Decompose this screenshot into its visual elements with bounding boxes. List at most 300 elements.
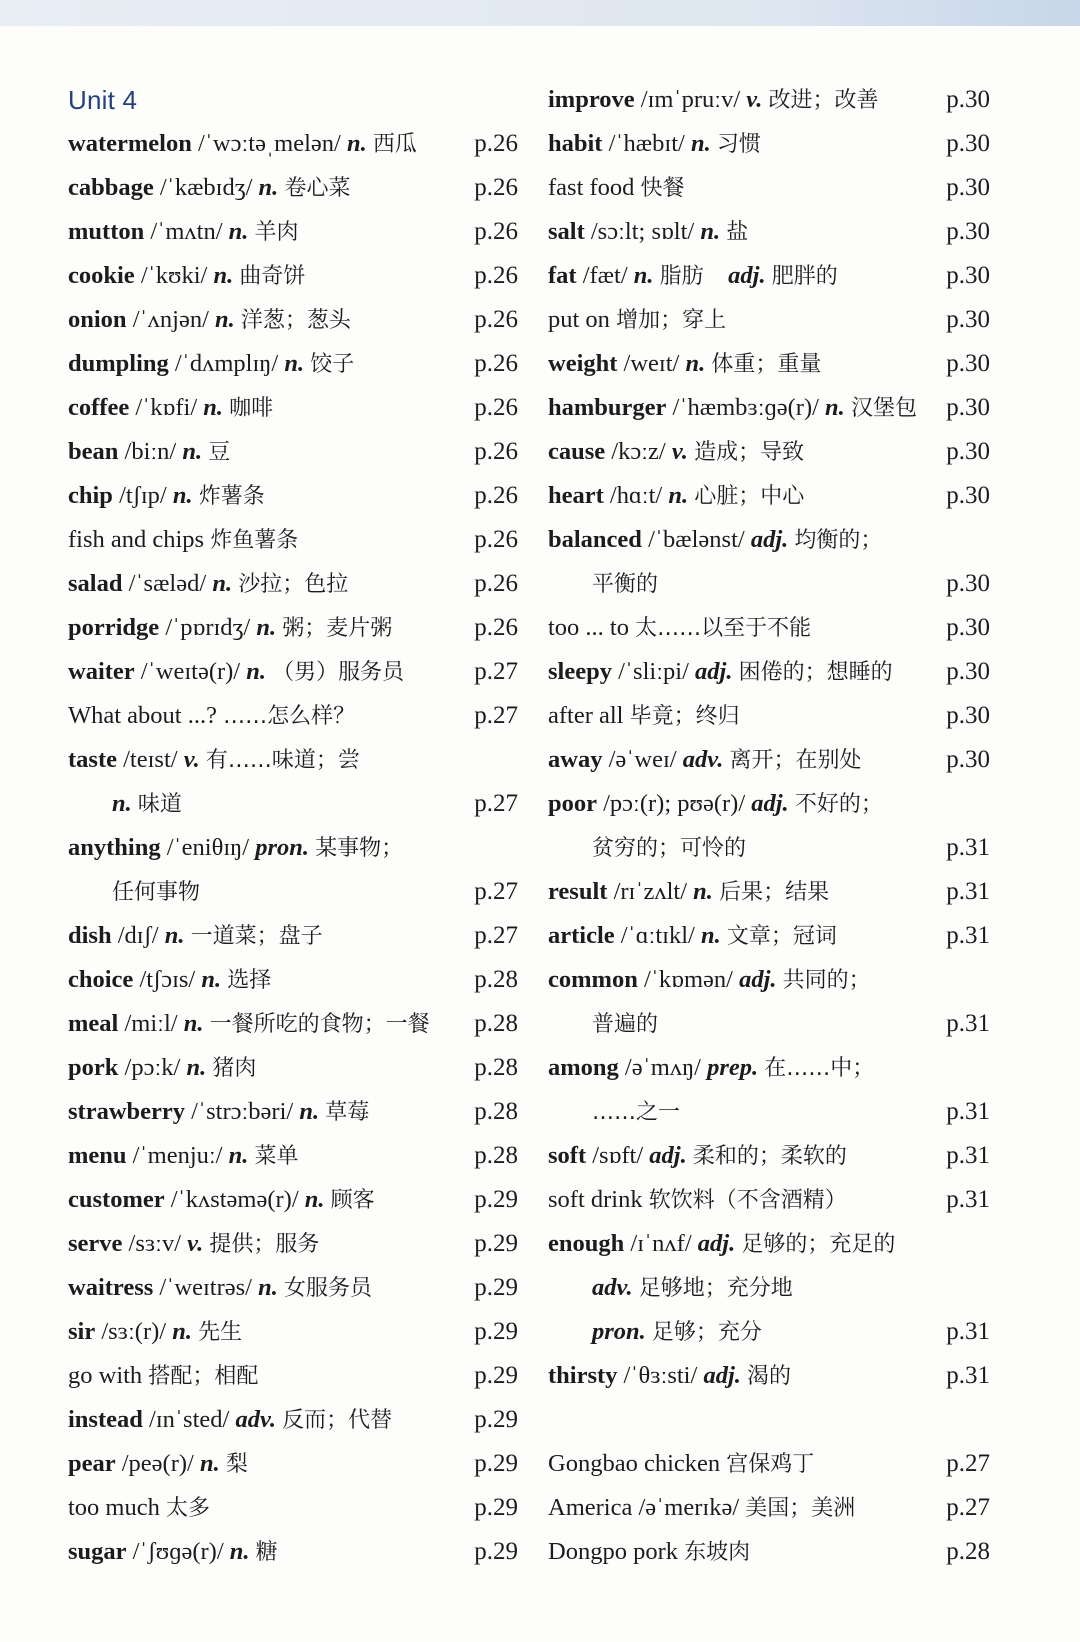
chinese-meaning: 离开；在别处 bbox=[729, 748, 862, 773]
chinese-meaning: 草莓 bbox=[325, 1100, 370, 1125]
phrase: soft drink bbox=[548, 1186, 643, 1213]
vocab-entry bbox=[68, 430, 230, 475]
part-of-speech: v. bbox=[183, 746, 200, 773]
vocab-row bbox=[548, 122, 990, 166]
vocab-entry bbox=[548, 122, 761, 167]
vocab-entry bbox=[68, 650, 404, 695]
headword: chip bbox=[68, 482, 113, 509]
part-of-speech: n. bbox=[258, 174, 279, 201]
vocab-row bbox=[68, 1310, 518, 1354]
headword: habit bbox=[548, 130, 603, 157]
vocab-row bbox=[68, 342, 518, 386]
headword: salt bbox=[548, 218, 585, 245]
part-of-speech: adj. bbox=[697, 1230, 736, 1257]
chinese-meaning: 脂肪 bbox=[659, 264, 704, 289]
part-of-speech: n. bbox=[172, 1318, 192, 1345]
headword: enough bbox=[548, 1230, 625, 1257]
chinese-meaning: 心脏；中心 bbox=[694, 484, 805, 509]
page-reference: p.30 bbox=[946, 570, 990, 597]
vocab-entry bbox=[68, 1002, 430, 1047]
part-of-speech: n. bbox=[229, 1538, 250, 1565]
headword: instead bbox=[68, 1406, 143, 1433]
chinese-meaning: 羊肉 bbox=[254, 220, 299, 245]
vocab-row bbox=[548, 254, 990, 298]
vocab-row bbox=[548, 1046, 990, 1090]
chinese-meaning: 反而；代替 bbox=[282, 1408, 393, 1433]
page-reference: p.30 bbox=[946, 746, 990, 773]
page-reference: p.28 bbox=[474, 1142, 518, 1169]
chinese-meaning: 东坡肉 bbox=[684, 1540, 751, 1565]
vocab-row bbox=[548, 870, 990, 914]
part-of-speech: adj. bbox=[751, 790, 789, 817]
right-vocab-list bbox=[548, 78, 990, 1574]
chinese-meaning: 一餐所吃的食物；一餐 bbox=[209, 1012, 430, 1037]
chinese-meaning: 渴的 bbox=[747, 1364, 792, 1389]
part-of-speech: adv. bbox=[592, 1274, 633, 1301]
vocab-row bbox=[548, 386, 990, 430]
headword: cause bbox=[548, 438, 606, 465]
page-reference: p.31 bbox=[946, 1010, 990, 1037]
chinese-meaning: 在……中； bbox=[764, 1056, 875, 1081]
vocab-row bbox=[68, 1530, 518, 1574]
phonetic: /ɪmˈpruːv/ bbox=[640, 86, 741, 113]
chinese-meaning: 快餐 bbox=[640, 176, 685, 201]
part-of-speech: n. bbox=[182, 438, 203, 465]
vocab-row bbox=[68, 430, 518, 474]
part-of-speech: n. bbox=[685, 350, 706, 377]
vocab-row bbox=[68, 870, 518, 914]
chinese-meaning: 盐 bbox=[726, 220, 749, 245]
phonetic: /sɜː(r)/ bbox=[101, 1318, 167, 1345]
chinese-meaning: 宫保鸡丁 bbox=[726, 1452, 815, 1477]
phonetic: /ˈɑːtɪkl/ bbox=[620, 922, 695, 949]
vocab-row bbox=[548, 1486, 990, 1530]
page-reference: p.26 bbox=[474, 130, 518, 157]
headword: salad bbox=[68, 570, 123, 597]
vocab-entry bbox=[548, 474, 804, 519]
phrase: What about ...? bbox=[68, 702, 217, 729]
vocab-row bbox=[548, 210, 990, 254]
page-reference: p.30 bbox=[946, 702, 990, 729]
vocab-row bbox=[68, 1134, 518, 1178]
page-reference: p.31 bbox=[946, 1318, 990, 1345]
phrase: America bbox=[548, 1494, 633, 1521]
page-reference: p.27 bbox=[474, 702, 518, 729]
phonetic: /peə(r)/ bbox=[121, 1450, 194, 1477]
page-reference: p.30 bbox=[946, 262, 990, 289]
vocab-row bbox=[68, 606, 518, 650]
chinese-meaning: 毕竟；终归 bbox=[629, 704, 740, 729]
headword: thirsty bbox=[548, 1362, 618, 1389]
page-reference: p.31 bbox=[946, 922, 990, 949]
page-reference: p.27 bbox=[946, 1494, 990, 1521]
headword: customer bbox=[68, 1186, 165, 1213]
part-of-speech: n. bbox=[668, 482, 689, 509]
vocab-row bbox=[548, 1354, 990, 1398]
vocab-row bbox=[68, 1046, 518, 1090]
entry-continuation bbox=[592, 1090, 680, 1135]
vocab-row bbox=[548, 1266, 990, 1310]
part-of-speech: adj. bbox=[728, 262, 766, 289]
part-of-speech: n. bbox=[228, 218, 249, 245]
chinese-meaning: 汉堡包 bbox=[850, 396, 917, 421]
vocab-row bbox=[548, 1442, 990, 1486]
chinese-meaning: ……怎么样？ bbox=[223, 704, 356, 729]
headword: coffee bbox=[68, 394, 130, 421]
unit-title: Unit 4 bbox=[68, 85, 138, 115]
headword: soft bbox=[548, 1142, 587, 1169]
phonetic: /miːl/ bbox=[124, 1010, 178, 1037]
vocab-row bbox=[68, 1090, 518, 1134]
headword: porridge bbox=[68, 614, 160, 641]
chinese-meaning: 某事物； bbox=[315, 836, 404, 861]
vocab-entry bbox=[548, 298, 726, 343]
phonetic: /sɒft/ bbox=[592, 1142, 644, 1169]
headword: result bbox=[548, 878, 608, 905]
phonetic: /tʃɔɪs/ bbox=[139, 966, 196, 993]
phonetic: /ˈʌnjən/ bbox=[132, 306, 209, 333]
phonetic: /ˈmʌtn/ bbox=[150, 218, 223, 245]
headword: cabbage bbox=[68, 174, 154, 201]
vocab-row bbox=[548, 958, 990, 1002]
part-of-speech: prep. bbox=[707, 1054, 759, 1081]
vocab-entry bbox=[548, 1354, 791, 1399]
phrase: too much bbox=[68, 1494, 160, 1521]
vocab-row bbox=[548, 914, 990, 958]
phonetic: /hɑːt/ bbox=[609, 482, 663, 509]
page-reference: p.26 bbox=[474, 350, 518, 377]
page-reference: p.26 bbox=[474, 394, 518, 421]
vocab-entry bbox=[68, 562, 348, 607]
page-reference: p.31 bbox=[946, 834, 990, 861]
vocab-entry bbox=[68, 826, 403, 871]
chinese-meaning: （男）服务员 bbox=[272, 660, 405, 685]
part-of-speech: n. bbox=[700, 218, 721, 245]
vocab-entry bbox=[548, 430, 804, 475]
row-gap bbox=[548, 1398, 990, 1442]
headword: strawberry bbox=[68, 1098, 186, 1125]
headword: anything bbox=[68, 834, 161, 861]
chinese-meaning: 太……以至于不能 bbox=[635, 616, 812, 641]
vocab-entry bbox=[548, 1178, 847, 1223]
headword: dish bbox=[68, 922, 112, 949]
chinese-meaning: 提供；服务 bbox=[209, 1232, 320, 1257]
chinese-meaning: 平衡的 bbox=[592, 572, 659, 597]
part-of-speech: n. bbox=[172, 482, 193, 509]
left-vocab-list bbox=[68, 122, 518, 1574]
page-reference: p.29 bbox=[474, 1406, 518, 1433]
phonetic: /əˈmerɪkə/ bbox=[638, 1494, 740, 1521]
phonetic: /teɪst/ bbox=[123, 746, 178, 773]
vocab-entry bbox=[68, 1310, 242, 1355]
page-reference: p.26 bbox=[474, 262, 518, 289]
vocab-entry bbox=[68, 1178, 375, 1223]
vocab-entry bbox=[548, 1442, 814, 1487]
page-reference: p.27 bbox=[946, 1450, 990, 1477]
chinese-meaning: 炸鱼薯条 bbox=[210, 528, 299, 553]
chinese-meaning: 卷心菜 bbox=[284, 176, 351, 201]
part-of-speech: n. bbox=[700, 922, 721, 949]
headword: taste bbox=[68, 746, 117, 773]
chinese-meaning: 选择 bbox=[227, 968, 272, 993]
vocab-row bbox=[548, 562, 990, 606]
part-of-speech: v. bbox=[187, 1230, 204, 1257]
vocab-entry bbox=[68, 1398, 392, 1443]
part-of-speech: n. bbox=[228, 1142, 249, 1169]
chinese-meaning: 太多 bbox=[166, 1496, 211, 1521]
vocab-row bbox=[68, 474, 518, 518]
page-reference: p.30 bbox=[946, 394, 990, 421]
vocab-row bbox=[68, 1486, 518, 1530]
vocab-entry bbox=[548, 650, 893, 695]
part-of-speech: n. bbox=[183, 1010, 204, 1037]
phonetic: /ˈkʊki/ bbox=[140, 262, 208, 289]
part-of-speech: pron. bbox=[255, 834, 310, 861]
vocab-row bbox=[68, 254, 518, 298]
headword: serve bbox=[68, 1230, 123, 1257]
phrase: go with bbox=[68, 1362, 143, 1389]
page-reference: p.26 bbox=[474, 174, 518, 201]
chinese-meaning: 曲奇饼 bbox=[239, 264, 306, 289]
vocab-entry bbox=[548, 342, 821, 387]
part-of-speech: n. bbox=[186, 1054, 207, 1081]
left-column bbox=[68, 78, 518, 1574]
vocab-row bbox=[68, 562, 518, 606]
chinese-meaning: 足够地；充分地 bbox=[638, 1276, 793, 1301]
entry-continuation bbox=[112, 782, 182, 827]
vocab-entry bbox=[68, 914, 323, 959]
vocab-entry bbox=[68, 386, 273, 431]
vocab-entry bbox=[548, 78, 879, 123]
phonetic: /biːn/ bbox=[124, 438, 177, 465]
entry-continuation bbox=[592, 562, 658, 607]
part-of-speech: n. bbox=[164, 922, 185, 949]
part-of-speech: v. bbox=[746, 86, 763, 113]
vocab-entry bbox=[548, 694, 740, 739]
vocab-entry bbox=[548, 254, 838, 299]
right-column bbox=[548, 78, 990, 1574]
page-reference: p.26 bbox=[474, 526, 518, 553]
vocab-row bbox=[548, 826, 990, 870]
phonetic: /əˈmʌŋ/ bbox=[624, 1054, 701, 1081]
vocab-row bbox=[68, 738, 518, 782]
vocab-entry bbox=[68, 1354, 258, 1399]
page-reference: p.30 bbox=[946, 130, 990, 157]
vocab-row bbox=[548, 78, 990, 122]
page-reference: p.28 bbox=[946, 1538, 990, 1565]
vocab-row bbox=[548, 430, 990, 474]
page-reference: p.26 bbox=[474, 438, 518, 465]
vocab-entry bbox=[548, 782, 883, 827]
chinese-meaning: 造成；导致 bbox=[694, 440, 805, 465]
headword: common bbox=[548, 966, 638, 993]
chinese-meaning: 有……味道；尝 bbox=[205, 748, 360, 773]
chinese-meaning: 猪肉 bbox=[212, 1056, 257, 1081]
headword: weight bbox=[548, 350, 618, 377]
headword: dumpling bbox=[68, 350, 169, 377]
page-reference: p.29 bbox=[474, 1362, 518, 1389]
chinese-meaning: 体重；重量 bbox=[711, 352, 822, 377]
vocab-entry bbox=[68, 694, 355, 739]
part-of-speech: adj. bbox=[695, 658, 733, 685]
vocab-entry bbox=[68, 1266, 372, 1311]
phonetic: /ˈsæləd/ bbox=[128, 570, 207, 597]
part-of-speech: adj. bbox=[649, 1142, 687, 1169]
part-of-speech: n. bbox=[825, 394, 845, 421]
phrase: Dongpo pork bbox=[548, 1538, 678, 1565]
page-reference: p.31 bbox=[946, 1098, 990, 1125]
phonetic: /fæt/ bbox=[582, 262, 628, 289]
chinese-meaning: 柔和的；柔软的 bbox=[692, 1144, 847, 1169]
phonetic: /tʃɪp/ bbox=[119, 482, 167, 509]
page-reference: p.31 bbox=[946, 1362, 990, 1389]
vocab-entry bbox=[68, 1486, 210, 1531]
vocab-entry bbox=[548, 166, 685, 211]
part-of-speech: n. bbox=[199, 1450, 220, 1477]
vocab-entry bbox=[68, 958, 271, 1003]
vocab-entry bbox=[68, 474, 265, 519]
phrase: Gongbao chicken bbox=[548, 1450, 721, 1477]
vocab-entry bbox=[68, 1046, 256, 1091]
chinese-meaning: 共同的； bbox=[782, 968, 871, 993]
phonetic: /weɪt/ bbox=[623, 350, 680, 377]
phonetic: /sɔːlt; sɒlt/ bbox=[590, 218, 695, 245]
chinese-meaning: 软饮料（不含酒精） bbox=[648, 1188, 847, 1213]
headword: onion bbox=[68, 306, 127, 333]
headword: mutton bbox=[68, 218, 145, 245]
headword: menu bbox=[68, 1142, 127, 1169]
vocab-entry bbox=[548, 1046, 874, 1091]
phonetic: /ˈmenjuː/ bbox=[132, 1142, 223, 1169]
chinese-meaning: 咖啡 bbox=[229, 396, 274, 421]
page-reference: p.27 bbox=[474, 658, 518, 685]
phonetic: /ˈʃʊɡə(r)/ bbox=[132, 1538, 224, 1565]
part-of-speech: n. bbox=[690, 130, 711, 157]
page-reference: p.30 bbox=[946, 218, 990, 245]
page-reference: p.26 bbox=[474, 306, 518, 333]
page-reference: p.30 bbox=[946, 174, 990, 201]
phrase: put on bbox=[548, 306, 610, 333]
vocab-row bbox=[548, 1178, 990, 1222]
headword: choice bbox=[68, 966, 134, 993]
vocab-row bbox=[68, 826, 518, 870]
vocab-row bbox=[68, 694, 518, 738]
entry-continuation bbox=[592, 826, 746, 871]
vocab-row bbox=[548, 1530, 990, 1574]
vocab-row bbox=[68, 1002, 518, 1046]
page-reference: p.29 bbox=[474, 1230, 518, 1257]
phonetic: /ˈhæbɪt/ bbox=[608, 130, 685, 157]
page-reference: p.31 bbox=[946, 1186, 990, 1213]
vocab-entry bbox=[548, 958, 871, 1003]
vocab-row bbox=[548, 650, 990, 694]
vocab-entry bbox=[68, 1090, 369, 1135]
part-of-speech: n. bbox=[203, 394, 224, 421]
chinese-meaning: 改进；改善 bbox=[768, 88, 879, 113]
vocab-entry bbox=[68, 1134, 299, 1179]
chinese-meaning: 炸薯条 bbox=[198, 484, 265, 509]
vocab-row bbox=[548, 606, 990, 650]
chinese-meaning: 足够的；充足的 bbox=[741, 1232, 896, 1257]
vocab-row bbox=[548, 1002, 990, 1046]
vocab-entry bbox=[548, 914, 837, 959]
part-of-speech: n. bbox=[346, 130, 367, 157]
part-of-speech: n. bbox=[201, 966, 222, 993]
vocab-row bbox=[548, 738, 990, 782]
vocab-row bbox=[68, 210, 518, 254]
chinese-meaning: 顾客 bbox=[330, 1188, 375, 1213]
phonetic: /ˈdʌmplɪŋ/ bbox=[174, 350, 279, 377]
page-reference: p.31 bbox=[946, 1142, 990, 1169]
page-reference: p.30 bbox=[946, 614, 990, 641]
page-reference: p.29 bbox=[474, 1186, 518, 1213]
headword: improve bbox=[548, 86, 635, 113]
phonetic: /ɪˈnʌf/ bbox=[630, 1230, 692, 1257]
vocab-row bbox=[68, 914, 518, 958]
chinese-meaning: 文章；冠词 bbox=[726, 924, 837, 949]
page-reference: p.29 bbox=[474, 1494, 518, 1521]
part-of-speech: pron. bbox=[592, 1318, 646, 1345]
vocab-row bbox=[68, 782, 518, 826]
chinese-meaning: 味道 bbox=[137, 792, 182, 817]
vocab-entry bbox=[548, 1530, 750, 1575]
headword: article bbox=[548, 922, 615, 949]
entry-continuation bbox=[592, 1002, 658, 1047]
chinese-meaning: 沙拉；色拉 bbox=[238, 572, 349, 597]
phonetic: /ˈsliːpi/ bbox=[618, 658, 689, 685]
phonetic: /sɜːv/ bbox=[128, 1230, 182, 1257]
vocab-entry bbox=[548, 870, 829, 915]
headword: sleepy bbox=[548, 658, 612, 685]
headword: meal bbox=[68, 1010, 119, 1037]
part-of-speech: adv. bbox=[235, 1406, 277, 1433]
chinese-meaning: ……之一 bbox=[592, 1100, 681, 1125]
chinese-meaning: 洋葱；葱头 bbox=[240, 308, 351, 333]
vocab-row bbox=[68, 1442, 518, 1486]
page-reference: p.26 bbox=[474, 570, 518, 597]
part-of-speech: n. bbox=[304, 1186, 325, 1213]
page-reference: p.27 bbox=[474, 790, 518, 817]
chinese-meaning: 饺子 bbox=[310, 352, 355, 377]
vocab-entry bbox=[68, 342, 354, 387]
vocab-entry bbox=[68, 606, 392, 651]
phonetic: /pɔː(r); pʊə(r)/ bbox=[603, 790, 746, 817]
vocab-row bbox=[548, 474, 990, 518]
unit-heading bbox=[68, 78, 518, 122]
chinese-meaning: 粥；麦片粥 bbox=[282, 616, 393, 641]
page-reference: p.30 bbox=[946, 86, 990, 113]
page-reference: p.27 bbox=[474, 878, 518, 905]
chinese-meaning: 美国；美洲 bbox=[745, 1496, 856, 1521]
vocabulary-page bbox=[0, 26, 1080, 1642]
entry-continuation bbox=[592, 1266, 793, 1311]
vocab-entry bbox=[68, 298, 351, 343]
page-reference: p.30 bbox=[946, 658, 990, 685]
phonetic: /ˈkɒfi/ bbox=[135, 394, 198, 421]
phonetic: /ˈweɪtrəs/ bbox=[159, 1274, 252, 1301]
part-of-speech: n. bbox=[215, 306, 235, 333]
page-reference: p.30 bbox=[946, 306, 990, 333]
headword: watermelon bbox=[68, 130, 192, 157]
vocab-entry bbox=[548, 1486, 855, 1531]
vocab-entry bbox=[68, 210, 299, 255]
chinese-meaning: 增加；穿上 bbox=[616, 308, 727, 333]
vocab-row bbox=[68, 1398, 518, 1442]
chinese-meaning: 困倦的；想睡的 bbox=[738, 660, 893, 685]
part-of-speech: n. bbox=[256, 614, 277, 641]
chinese-meaning: 均衡的； bbox=[794, 528, 883, 553]
headword: sir bbox=[68, 1318, 96, 1345]
